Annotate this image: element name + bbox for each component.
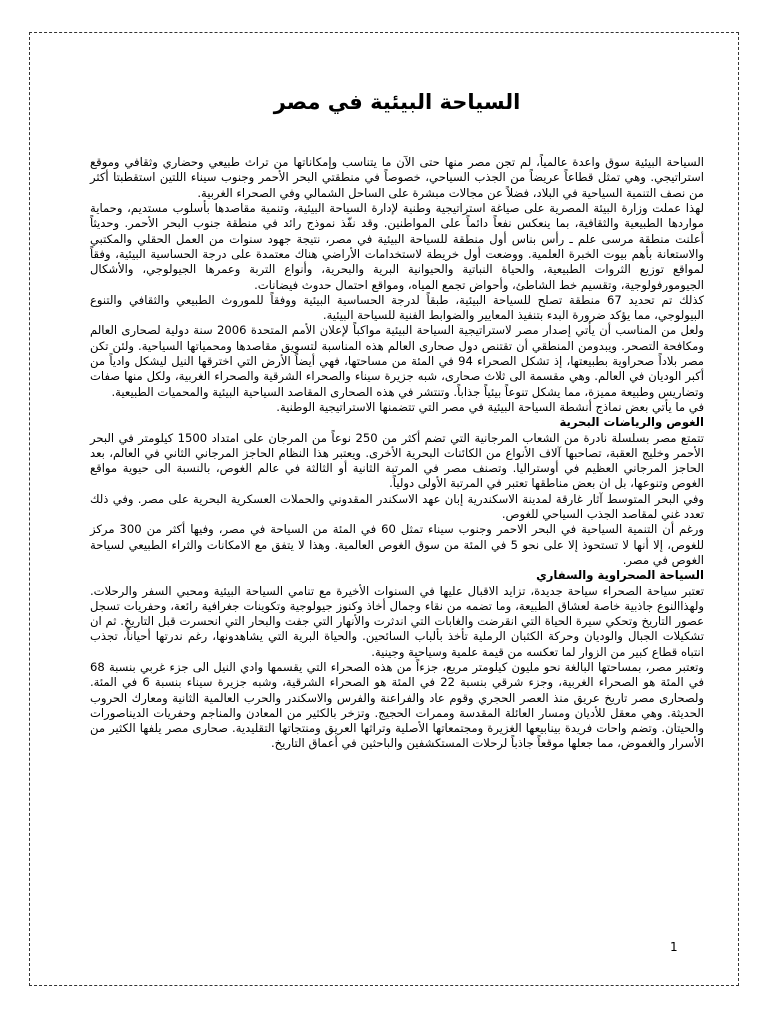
paragraph-egypt-desert: وتعتبر مصر، بمساحتها البالغة نحو مليون كيلومتر مربع، جزءاً من هذه الصحراء التي يقسمها وادي النيل الى جزء غربي بنسبة 68 في المئة هو الصحراء الغربية، وجزء شرقي بنسبة 22 في المئة هو الصحراء الشرقية، وشبه جزيرة سيناء بنسبة 6 في المئة. ولصحارى مصر تاريخ عريق منذ العصر الحجري وقوم عاد والفراعنة والفرس والاسكندر والحرب العالمية الثانية ومعارك الحروب الحديثة. وهي معقل للأديان ومسار العائلة المقدسة وممرات الحجيج. وتزخر بالكثير من المعادن والمناجم وحفريات الديناصورات والحيتان. وتضم واحات فريدة بينابيعها الغزيرة ومجتمعاتها الأصلية وتراثها العريق ومنتجاتها التقليدية. صحارى مصر يلفها الكثير من الأسرار والغموض، مما جعلها موقعاً جاذباً لرحلات المستكشفين والباحثين في أعماق التاريخ. [90,659,705,751]
paragraph-desert-tourism: تعتبر سياحة الصحراء سياحة جديدة، تزايد الاقبال عليها في السنوات الأخيرة مع تنامي السياحة البيئية ومحبي السفر والرحلات. ولهذاالنوع جاذبية خاصة لعشاق الطبيعة، وما تضمه من نقاء وجمال أخاذ وكنوز جيولوجية وتكوينات جغرافية رائعة، وحفريات تسجل عصور التاريخ وتحكي سيرة الحياة التي انقرضت والغابات التي اندثرت والأنهار التي جفت والبحار التي انحسرت قبل التاريخ. ثم ان تشكيلات الجبال والوديان وحركة الكثبان الرملية تأخذ بألباب السائحين. والحياة البرية التي يشاهدونها، رغم ندرتها أحياناً، تجذب انتباه قطاع كبير من الزوار لما تعكسه من قيمة علمية وسياحية وجينية. [90,583,704,659]
document-body [90,90,704,752]
page-number: 1 [670,940,678,954]
document-title: السياحة البيئية في مصر [273,90,521,114]
paragraph-coral: تتمتع مصر بسلسلة نادرة من الشعاب المرجانية التي تضم أكثر من 250 نوعاً من المرجان على امتداد 1500 كيلومتر في البحر الأحمر وخليج العقبة، تصاحبها آلاف الأنواع من الكائنات البحرية الأخرى. ويعتبر هذا النظام الحاجز المرجاني الثاني في العالم، بعد الحاجز المرجاني العظيم في أوستراليا. وتصنف مصر في المرتبة الثانية أو الثالثة في عالم الغوص، بالنسبة الى حيوية مواقع الغوص وتنوعها، بل ان بعض مناطقها تعتبر في المرتبة الأولى دولياً. [90,430,705,491]
paragraph-intro: السياحة البيئية سوق واعدة عالمياً، لم تجن مصر منها حتى الآن ما يتناسب وإمكاناتها من تراث طبيعي وحضاري وثقافي وموقع استراتيجي. وهي تمثل قطاعاً عريضاً من الجذب السياحي، خصوصاً في منطقتي البحر الأحمر وجنوب سيناء اللتين استقطبتا أكثر من نصف التنمية السياحية في البلاد، فضلاً عن مجالات مبشرة على الساحل الشمالي وفي الصحراء الغربية. [90,155,704,200]
paragraph-areas: كذلك تم تحديد 67 منطقة تصلح للسياحة البيئية، طبقاً لدرجة الحساسية البيئية ووفقاً للموروث الطبيعي والثقافي والتنوع البيولوجي، مما يؤكد ضرورة البدء بتنفيذ المعايير والضوابط الفنية للسياحة البيئية. [90,292,704,323]
paragraph-diving-market: ورغم أن التنمية السياحية في البحر الاحمر وجنوب سيناء تمثل 60 في المئة من السياحة في مصر، وفيها أكثر من 300 مركز للغوص، إلا أنها لا تستحوذ إلا على نحو 5 في المئة من سوق الغوص العالمية. وهذا لا يتفق مع الامكانات والثراء الطبيعي لسياحة الغوص في مصر. [90,522,704,567]
paragraph-deserts-year: ولعل من المناسب أن يأتي إصدار مصر لاستراتيجية السياحة البيئية مواكباً لإعلان الأمم المتحدة 2006 سنة دولية لصحارى العالم ومكافحة التصحر. ويبدومن المنطقي أن تقتنص دول صحارى العالم هذه المناسبة لتسويق مقاصدها ومحمياتها السياحية. ولئن تكن مصر بلاداً صحراوية بطبيعتها، إذ تشكل الصحراء 94 في المئة من مساحتها، فهي أيضاً الأرض التي اخترقها النيل ليشكل وادياً من أكبر الوديان في العالم. وهي مقسمة الى ثلاث صحارى، شبه جزيرة سيناء والصحراء الشرقية والصحراء الغربية، ولكل منها صفات وتضاريس وطبيعة مميزة، مما يشكل تنوعاً بيئياً جذاباً. وتنتشر في هذه الصحارى المقاصد السياحية البيئية والمحميات الطبيعية. [90,323,704,399]
section-heading-desert: السياحة الصحراوية والسفاري [536,568,704,583]
paragraph-strategy: لهذا عملت وزارة البيئة المصرية على صياغة استراتيجية وطنية لإدارة السياحة البيئية، وتنمية مقاصدها بأسلوب مستديم، وحماية مواردها الطبيعية والثقافية، بما ينعكس نفعاً دائماً على المواطنين. وقد نفّذ نموذج رائد في منطقة جنوب البحر الأحمر. وحديثاً أعلنت منطقة مرسى علم ـ رأس بناس أول منطقة للسياحة البيئية في مصر، نتيجة جهود سنوات من العمل الحقلي والمكتبي والاستعانة بأهم بيوت الخبرة العلمية. ووضعت أول خريطة لاستخدامات الأراضي هناك معتمدة على درجة الحساسية البيئية، وفقاً لمواقع توزيع الثروات الطبيعية، والحياة النباتية والحيوانية البرية والبحرية، وأنواع التربة وعمرها الجيولوجي، والأشكال الجيومورفولوجية، وتقسيم خط الشاطئ، وأحواض تجمع المياه، ومواقع احتمال حدوث فيضانات. [90,201,704,292]
paragraph-mediterranean: وفي البحر المتوسط آثار غارقة لمدينة الاسكندرية إبان عهد الاسكندر المقدوني والحملات العسكرية البحرية على مصر. وفي ذلك تعدد غني لمقاصد الجذب السياحي للغوص. [90,491,704,522]
section-heading-diving: الغوص والرياضات البحرية [559,415,704,430]
paragraph-examples: في ما يأتي بعض نماذج أنشطة السياحة البيئية في مصر التي تتضمنها الاستراتيجية الوطنية. [276,399,704,414]
